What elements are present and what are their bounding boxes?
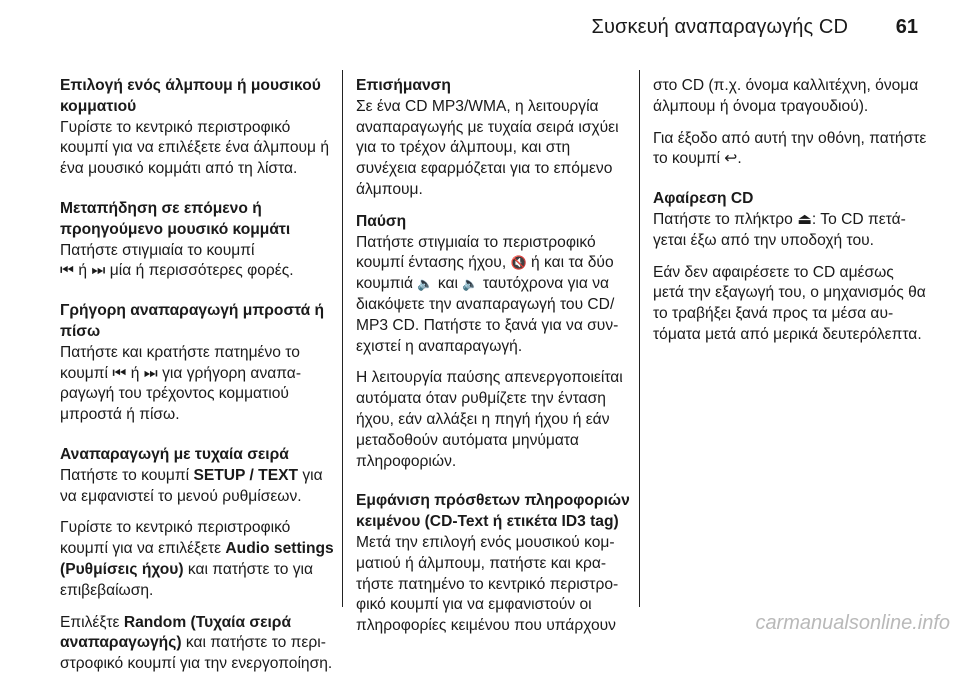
paragraph: Σε ένα CD MP3/WMA, η λειτουργία αναπαραγωγής με τυχαία σειρά ισχύει για το τρέχον άλμπουμ, και στη συνέχεια εφαρμόζεται για το επόμενο άλμπουμ. (356, 97, 619, 198)
section-heading: Αναπαραγωγή με τυχαία σειρά (60, 445, 289, 463)
column-2 (356, 76, 634, 648)
audio-settings-label: Audio settings (Ρυθμίσεις ήχου) (60, 540, 334, 578)
volume-icon: 🔈 (462, 276, 479, 292)
back-icon: ↩ (724, 150, 738, 168)
paragraph (60, 613, 338, 675)
paragraph (356, 233, 634, 358)
paragraph-text: Πατήστε και κρατήστε πατημένο το κουμπί (60, 343, 300, 382)
paragraph-text: Πατήστε στιγμιαία το περιστροφικό κουμπί έντασης ήχου, (356, 233, 596, 272)
paragraph-text: Πατήστε το κουμπί (60, 466, 194, 484)
paragraph-text: και πατήστε το για επιβεβαίωση. (60, 560, 313, 599)
paragraph: Γυρίστε το κεντρικό περιστροφικό κουμπί για να επιλέξετε ένα άλμπουμ ή ένα μουσικό κομμάτι από τη λίστα. (60, 118, 330, 178)
paragraph-text: ταυτόχρονα για να διακόψετε την αναπαραγωγή του CD/ MP3 CD. Πατήστε το ξανά για να συνεχιστεί η αναπαραγωγή. (356, 275, 619, 355)
paragraph: Μετά την επιλογή ενός μουσικού κομματιού ή άλμπουμ, πατήστε και κρατήστε πατημένο το κεντρικό περιστροφικό κουμπί για να εμφανιστούν οι πληροφορίες κειμένου που υπάρχουν (356, 533, 619, 635)
paragraph-text: Γυρίστε το κεντρικό περιστροφικό κουμπί για να επιλέξετε (60, 519, 291, 558)
paragraph-text: Πατήστε στιγμιαία το κουμπί (60, 241, 255, 259)
next-track-icon: ⏭ (91, 262, 106, 280)
header-title: Συσκευή αναπαραγωγής CD (591, 16, 848, 38)
paragraph-text: για να εμφανιστεί το μενού ρυθμίσεων. (60, 466, 323, 505)
paragraph-text: : Το CD πετάγεται έξω από την υποδοχή του. (653, 210, 906, 249)
paragraph (60, 241, 338, 283)
random-label: Random (Τυχαία σειρά αναπαραγωγής) (60, 613, 292, 652)
column-3 (653, 76, 928, 357)
paragraph-text: Επιλέξτε (60, 613, 124, 631)
paragraph (60, 343, 338, 426)
next-track-icon: ⏭ (143, 364, 158, 382)
paragraph (653, 210, 928, 252)
page-number: 61 (895, 16, 918, 38)
paragraph: στο CD (π.χ. όνομα καλλιτέχνη, όνομα άλμπουμ ή όνομα τραγουδιού). (653, 77, 919, 115)
column-divider (639, 70, 640, 607)
paragraph (653, 129, 928, 171)
setup-text-button-label: SETUP / TEXT (193, 466, 299, 484)
note-heading: Επισήμανση (356, 77, 451, 94)
section-heading: Εμφάνιση πρόσθετων πληροφοριών κειμένου (CD-Text ή ετικέτα ID3 tag) (356, 492, 630, 531)
paragraph-text: μία ή περισσότερες φορές. (105, 262, 294, 280)
section-heading: Μεταπήδηση σε επόμενο ή προηγούμενο μουσικό κομμάτι (60, 199, 291, 238)
prev-track-icon: ⏮ (60, 262, 75, 280)
paragraph-text: για γρήγορη αναπαραγωγή του τρέχοντος κομματιού μπροστά ή πίσω. (60, 364, 302, 424)
paragraph-text: . (737, 150, 742, 168)
page-header (0, 0, 960, 52)
paragraph-text: ή (74, 262, 92, 280)
column-divider (342, 70, 343, 607)
section-heading: Παύση (356, 212, 407, 230)
mute-icon: 🔇 (510, 255, 527, 271)
eject-icon: ⏏ (797, 210, 812, 228)
paragraph: Εάν δεν αφαιρέσετε το CD αμέσως μετά την εξαγωγή του, ο μηχανισμός θα το τραβήξει ξανά προς τα μέσα αυτόματα μετά από μερικά δευτερόλεπτα. (653, 263, 926, 343)
paragraph (60, 518, 338, 601)
section-heading: Γρήγορη αναπαραγωγή μπροστά ή πίσω (60, 302, 325, 340)
paragraph-text: ή και τα δύο κουμπιά (356, 254, 614, 293)
volume-icon: 🔈 (417, 276, 434, 292)
paragraph-text: Πατήστε το πλήκτρο (653, 210, 798, 228)
section-heading: Αφαίρεση CD (653, 190, 754, 208)
paragraph-text: και (433, 275, 463, 293)
paragraph (60, 466, 338, 508)
section-heading: Επιλογή ενός άλμπουμ ή μουσικού κομματιού (60, 77, 321, 115)
column-1 (60, 76, 338, 686)
paragraph-text: και πατήστε το περιστροφικό κουμπί για την ενεργοποίηση. (60, 634, 333, 673)
watermark: carmanualsonline.info (755, 612, 950, 634)
paragraph-text: ή (126, 364, 144, 382)
prev-track-icon: ⏮ (112, 364, 127, 382)
paragraph-text: Για έξοδο από αυτή την οθόνη, πατήστε το κουμπί (653, 129, 927, 168)
paragraph: Η λειτουργία παύσης απενεργοποιείται αυτόματα όταν ρυθμίζετε την ένταση ήχου, εάν αλλάξει η πηγή ήχου ή εάν μεταδοθούν αυτόματα μηνύματα πληροφοριών. (356, 369, 623, 470)
